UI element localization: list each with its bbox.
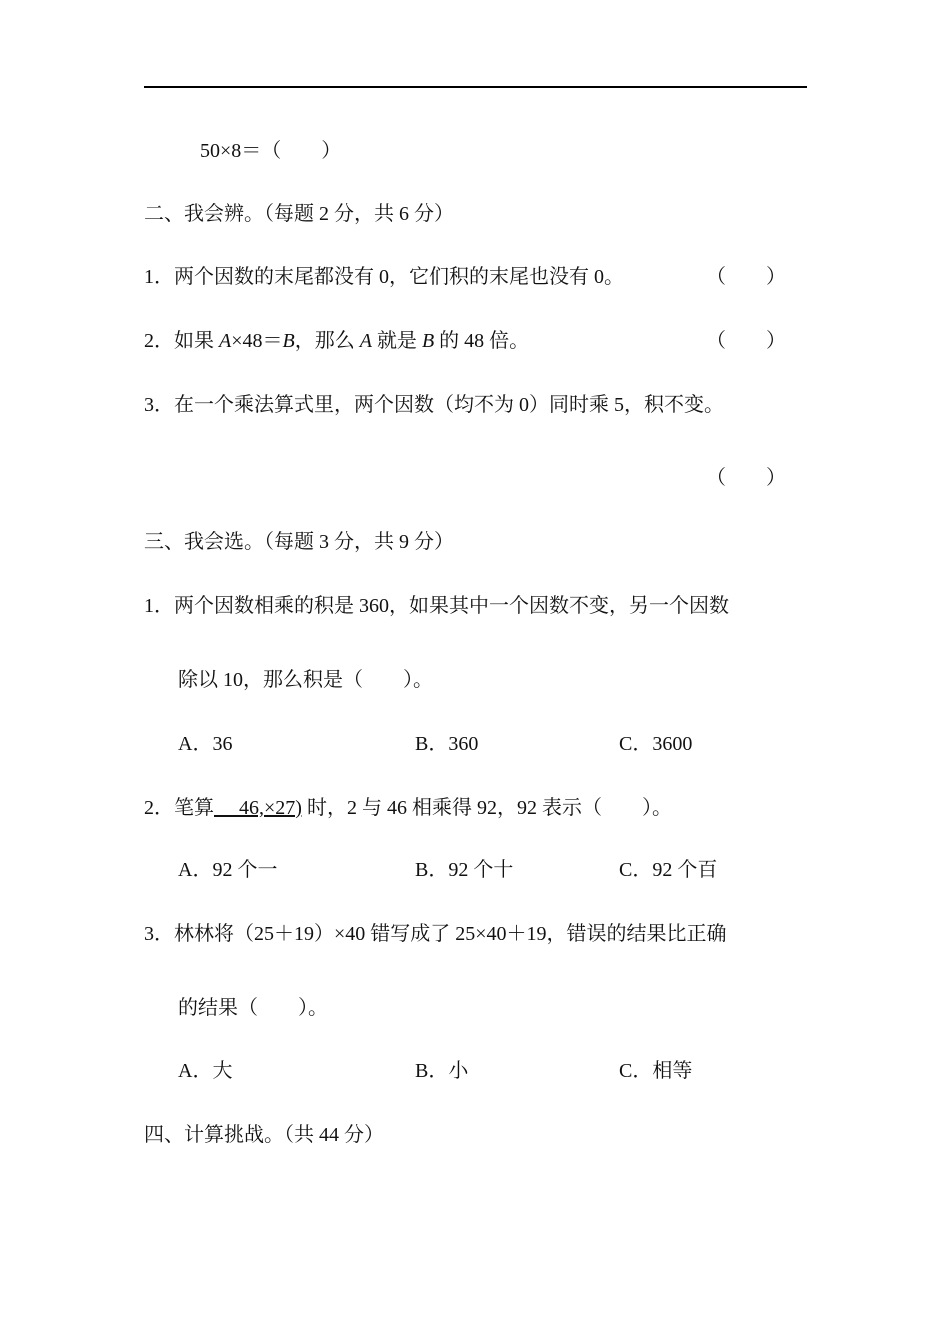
item-number: 3． [144,923,174,945]
item-text: ，那么 [294,330,360,352]
judge-item-3 [144,393,724,417]
option-b[interactable]: B．360 [415,733,479,755]
item-text: ×48＝ [231,330,283,352]
item-text: 如果 [174,330,219,352]
item-text: 两个因数相乘的积是 360，如果其中一个因数不变，另一个因数 [174,595,729,617]
choice-item-2 [144,796,672,820]
item-text: 笔算 [174,797,214,819]
option-b[interactable]: B．92 个十 [415,859,514,881]
item-text: 林林将（25＋19）×40 错写成了 25×40＋19，错误的结果比正确 [174,923,727,945]
option-c[interactable]: C．3600 [619,733,693,755]
item-number: 3． [144,394,174,416]
choice-item-1-line1 [144,594,729,618]
variable-b: B [421,330,435,352]
answer-blank[interactable]: （ ） [706,467,786,489]
header-rule [144,86,807,88]
item-text: 在一个乘法算式里，两个因数（均不为 0）同时乘 5，积不变。 [174,394,724,416]
variable-b: B [282,330,295,352]
calc-fragment: 50×8＝（ ） [200,140,342,162]
option-a[interactable]: A．36 [178,733,233,755]
section-3-title: 三、我会选。（每题 3 分，共 9 分） [144,531,454,553]
item-number: 1． [144,266,174,288]
answer-blank[interactable]: （ ） [706,266,786,288]
option-c[interactable]: C．相等 [619,1060,693,1082]
judge-item-2 [144,329,529,353]
choice-item-3-line2: 的结果（ ）。 [178,997,328,1019]
option-b[interactable]: B．小 [415,1060,469,1082]
choice-item-3-line1 [144,922,727,946]
option-c[interactable]: C．92 个百 [619,859,718,881]
option-a[interactable]: A．92 个一 [178,859,278,881]
judge-item-1 [144,265,624,289]
variable-a: A [219,330,232,352]
answer-blank[interactable]: （ ） [706,330,786,352]
item-text: 的 48 倍。 [434,330,530,352]
choice-item-1-line2: 除以 10，那么积是（ ）。 [178,669,433,691]
item-number: 1． [144,595,174,617]
item-number: 2． [144,330,174,352]
section-4-title: 四、计算挑战。（共 44 分） [144,1124,384,1146]
item-number: 2． [144,797,174,819]
item-text: 两个因数的末尾都没有 0，它们积的末尾也没有 0。 [174,266,624,288]
item-text: 时，2 与 46 相乘得 92，92 表示（ ）。 [301,797,672,819]
item-text: 就是 [371,330,422,352]
vertical-calc-expression: 46,×27) [214,797,302,819]
section-2-title: 二、我会辨。（每题 2 分，共 6 分） [144,203,454,225]
variable-a: A [359,330,372,352]
option-a[interactable]: A．大 [178,1060,233,1082]
